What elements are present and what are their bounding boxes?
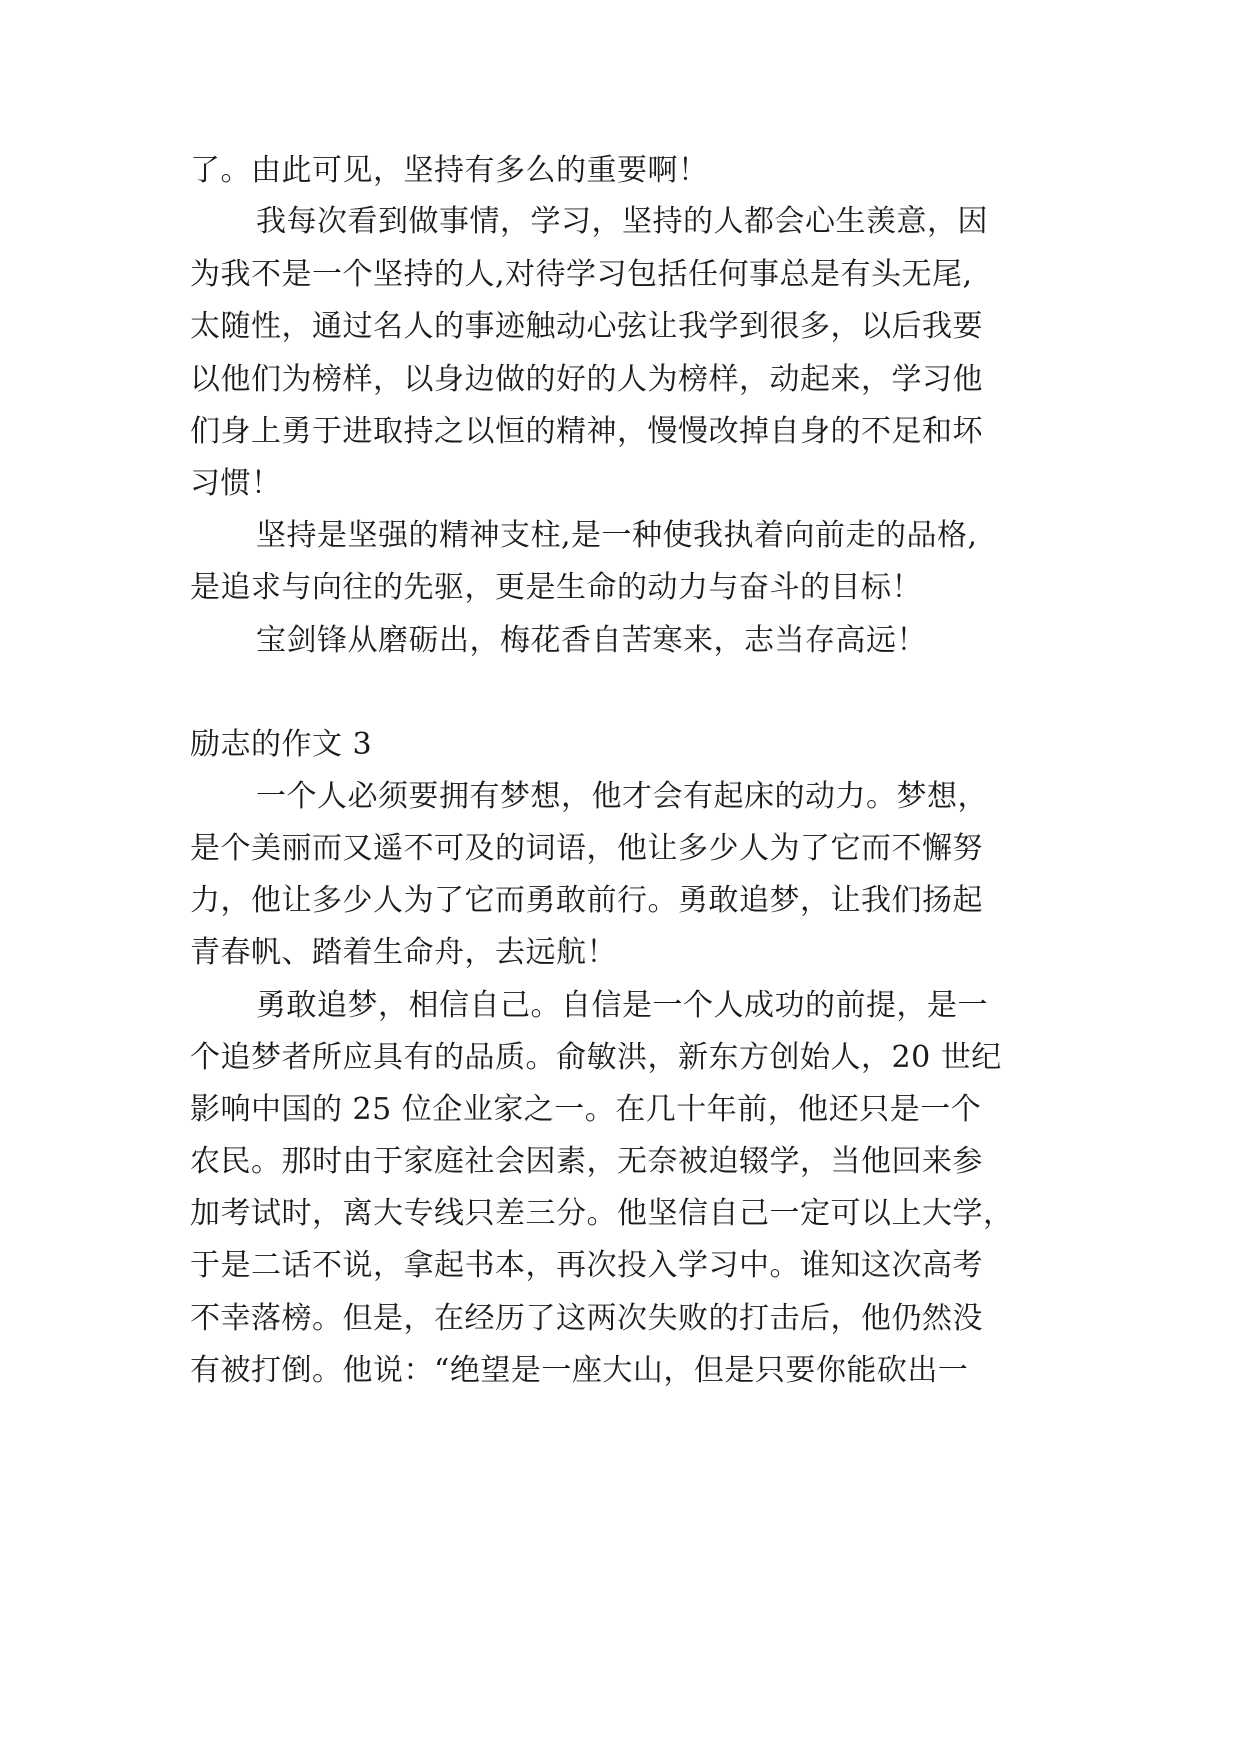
text-line: 青春帆、踏着生命舟，去远航！	[190, 935, 617, 970]
text-line: 个追梦者所应具有的品质。俞敏洪，新东方创始人，20 世纪	[190, 1040, 1002, 1075]
text-line: 不幸落榜。但是，在经历了这两次失败的打击后，他仍然没	[190, 1301, 983, 1336]
text-line: 了。由此可见，坚持有多么的重要啊！	[190, 153, 709, 188]
text-line: 我每次看到做事情，学习，坚持的人都会心生羡意，因	[256, 204, 988, 239]
text-line: 是追求与向往的先驱，更是生命的动力与奋斗的目标！	[190, 570, 922, 605]
text-line: 勇敢追梦，相信自己。自信是一个人成功的前提，是一	[256, 988, 988, 1023]
text-line: 是个美丽而又遥不可及的词语，他让多少人为了它而不懈努	[190, 831, 983, 866]
text-line: 以他们为榜样，以身边做的好的人为榜样，动起来，学习他	[190, 362, 983, 397]
text-line: 力，他让多少人为了它而勇敢前行。勇敢追梦，让我们扬起	[190, 883, 983, 918]
text-line: 太随性，通过名人的事迹触动心弦让我学到很多，以后我要	[190, 309, 983, 344]
text-line: 影响中国的 25 位企业家之一。在几十年前，他还只是一个	[190, 1092, 982, 1127]
text-line: 于是二话不说，拿起书本，再次投入学习中。谁知这次高考	[190, 1248, 983, 1283]
text-line: 宝剑锋从磨砺出，梅花香自苦寒来，志当存高远！	[256, 623, 927, 658]
text-line: 习惯！	[190, 466, 282, 501]
section-title: 励志的作文 3	[190, 727, 373, 762]
text-line: 加考试时，离大专线只差三分。他坚信自己一定可以上大学，	[190, 1196, 1014, 1231]
text-line: 有被打倒。他说：“绝望是一座大山，但是只要你能砍出一	[190, 1353, 969, 1388]
text-line: 为我不是一个坚持的人,对待学习包括任何事总是有头无尾,	[190, 257, 973, 292]
text-line: 们身上勇于进取持之以恒的精神，慢慢改掉自身的不足和坏	[190, 414, 983, 449]
text-line: 农民。那时由于家庭社会因素，无奈被迫辍学，当他回来参	[190, 1144, 983, 1179]
text-line: 一个人必须要拥有梦想，他才会有起床的动力。梦想，	[256, 779, 988, 814]
text-line: 坚持是坚强的精神支柱,是一种使我执着向前走的品格,	[256, 518, 978, 553]
